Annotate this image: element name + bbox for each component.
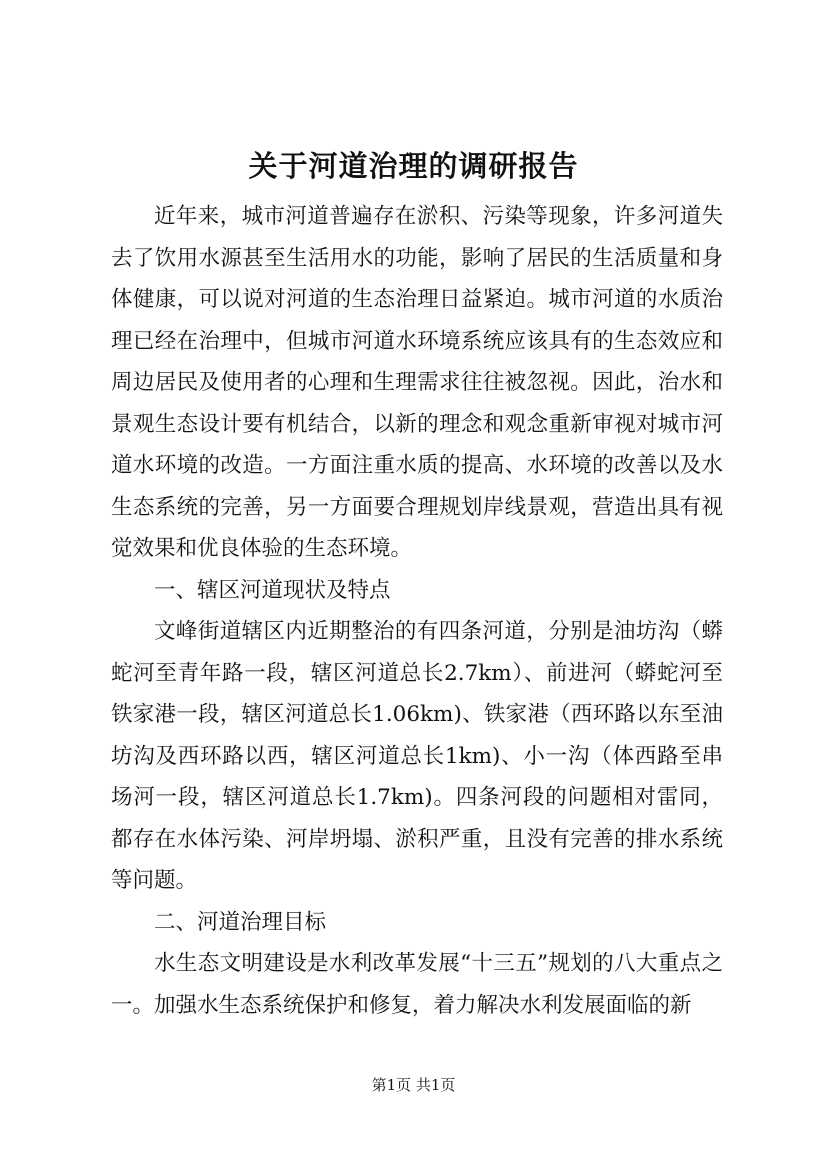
- section-heading-2: 二、河道治理目标: [154, 909, 327, 935]
- document-body: [111, 196, 723, 1026]
- document-title: 关于河道治理的调研报告: [248, 149, 579, 183]
- section-2-paragraph: 水生态文明建设是水利改革发展“十三五”规划的八大重点之一。加强水生态系统保护和修复，着力解决水利发展面临的新: [111, 951, 723, 1018]
- page-footer: 第1页 共1页: [371, 1076, 456, 1094]
- section-1-paragraph: 文峰街道辖区内近期整治的有四条河道，分别是油坊沟（蟒蛇河至青年路一段，辖区河道总长2.7km）、前进河（蟒蛇河至铁家港一段，辖区河道总长1.06km)、铁家港（西环路以东至油坊沟及西环路以西，辖区河道总长1km)、小一沟（体西路至串场河一段，辖区河道总长1.7km)。四条河段的问题相对雷同，都存在水体污染、河岸坍塌、淤积严重，且没有完善的排水系统等问题。: [111, 619, 723, 893]
- intro-paragraph: 近年来，城市河道普遍存在淤积、污染等现象，许多河道失去了饮用水源甚至生活用水的功能，影响了居民的生活质量和身体健康，可以说对河道的生态治理日益紧迫。城市河道的水质治理已经在治理中，但城市河道水环境系统应该具有的生态效应和周边居民及使用者的心理和生理需求往往被忽视。因此，治水和景观生态设计要有机结合，以新的理念和观念重新审视对城市河道水环境的改造。一方面注重水质的提高、水环境的改善以及水生态系统的完善，另一方面要合理规划岸线景观，营造出具有视觉效果和优良体验的生态环境。: [111, 204, 723, 561]
- section-heading-1: 一、辖区河道现状及特点: [154, 577, 391, 603]
